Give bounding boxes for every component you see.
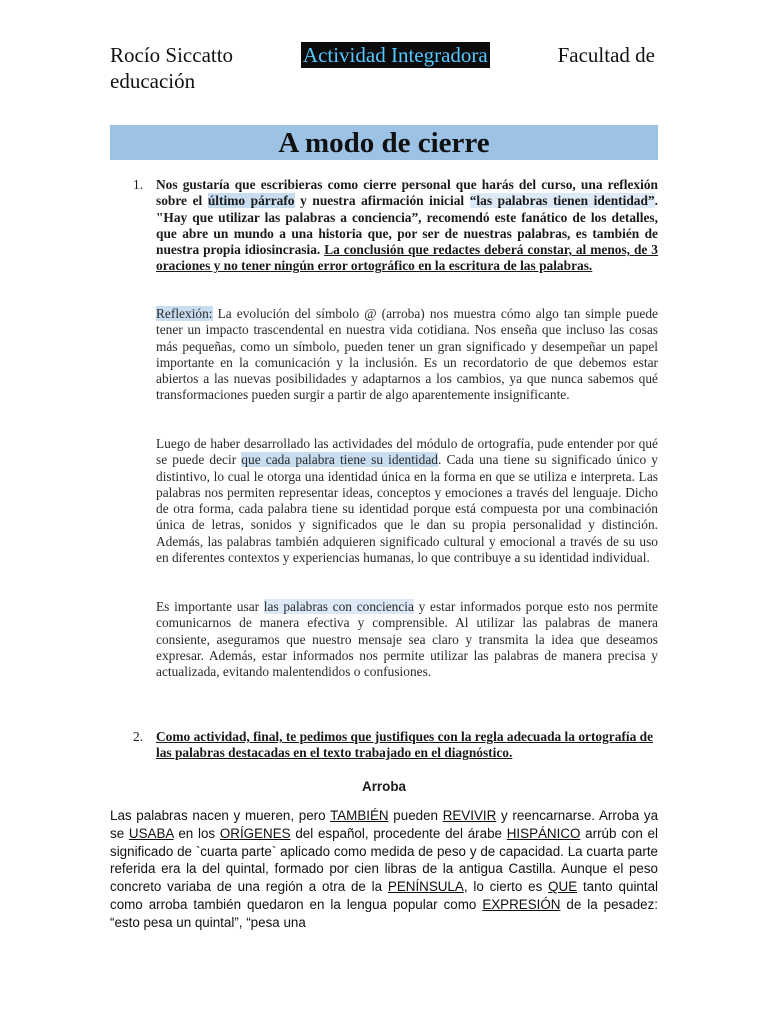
text-run: en los xyxy=(173,825,220,841)
text-run: y reencarnarse. Arroba ya se xyxy=(110,808,659,841)
text-run: del español, procedente del árabe xyxy=(290,825,507,841)
text-run: Luego de haber desarrollado las actividades del módulo de ortografía, pude entender por qué se puede decir xyxy=(156,436,658,468)
text-run: arrúb con el significado de `cuarta parte` aplicado como medida de peso y de capacidad. La cuarta parte referida era la del quintal, formado por cien libras de la antigua Castilla. Aunque el peso concreto variaba de una región a otra de la xyxy=(110,825,658,895)
highlight-run: las palabras con conciencia xyxy=(263,599,414,614)
text-run: de la pesadez: “esto pesa un quintal”, “pesa una xyxy=(110,896,659,930)
highlighted-word: HISPÁNICO xyxy=(506,825,581,841)
question-number: 2. xyxy=(133,729,144,744)
text-run: Como actividad, final, te pedimos que justifiques con la regla adecuada la ortografía de las palabras destacadas en el texto trabajado en el diagnóstico. xyxy=(156,729,654,761)
text-run: y estar informados porque esto nos permite comunicarnos de manera efectiva y comprensible. Al utilizar las palabras de manera consiente, aseguramos que nuestro mensaje sea claro y transmita la idea que deseamos expresar. Además, estar informados nos permite utilizar las palabras de manera precisa y actualizada, evitando malentendidos o confusiones. xyxy=(156,599,658,680)
highlighted-word: TAMBIÉN xyxy=(330,808,389,823)
text-run: pueden xyxy=(388,808,443,823)
reflection-paragraph xyxy=(156,306,658,404)
question-2-text xyxy=(156,729,658,762)
arroba-paragraph xyxy=(110,807,658,932)
highlighted-word: EXPRESIÓN xyxy=(482,896,561,912)
underlined-instruction: La conclusión que redactes deberá constar, al menos, de 3 oraciones y no tener ningún error ortográfico en la escritura de las palabras. xyxy=(156,242,658,274)
question-1 xyxy=(133,177,658,275)
text-run: . "Hay que utilizar las palabras a conciencia”, recomendó este fanático de los detalles, que abre un mundo a una historia que, por ser de nuestras palabras, es también de nuestra propia idiosincrasia. xyxy=(156,193,658,258)
text-run: La evolución del símbolo @ (arroba) nos muestra cómo algo tan simple puede tener un impacto trascendental en nuestra vida cotidiana. Nos enseña que incluso las cosas más pequeñas, como un símbolo, pueden tener un gran significado y desempeñar un papel importante en la comunicación y la inclusión. Es un recordatorio de que debemos estar abiertos a las nuevas posibilidades y adaptarnos a los cambios, ya que nunca sabemos qué transformaciones pueden surgir a partir de algo aparentemente insignificante. xyxy=(156,306,658,403)
text-run: . Cada una tiene su significado único y distintivo, lo cual le otorga una identidad única en la forma en que se utiliza e interpreta. Las palabras nos permiten representar ideas, conceptos y emociones a través del lenguaje. Dicho de otra forma, cada palabra tiene su identidad porque está compuesta por una combinación única de letras, sonidos y significados que le dan su propia personalidad y distinción. Además, las palabras también adquieren significado cultural y emocional a través de su uso en diferentes contextos y experiencias humanas, lo que contribuye a su identidad individual. xyxy=(156,452,658,566)
document-header xyxy=(110,42,655,94)
activity-title: Actividad Integradora xyxy=(302,43,488,67)
reflection-label: Reflexión: xyxy=(156,306,213,321)
question-number: 1. xyxy=(133,177,144,192)
highlighted-word: PENÍNSULA xyxy=(387,879,464,895)
question-1-text xyxy=(156,177,658,275)
highlighted-word: USABA xyxy=(128,825,174,841)
faculty-name: Facultad de xyxy=(557,43,655,67)
faculty-name-line2: educación xyxy=(110,69,196,93)
identity-paragraph xyxy=(156,436,658,566)
conscience-paragraph xyxy=(156,599,658,680)
text-run: Las palabras nacen y mueren, pero xyxy=(110,808,331,823)
arroba-subtitle: Arroba xyxy=(362,779,406,794)
highlight-run: “las palabras tienen identidad” xyxy=(469,193,655,209)
text-run: , lo cierto es xyxy=(463,879,549,895)
text-run: Es importante usar xyxy=(156,599,264,614)
highlighted-word: QUE xyxy=(548,879,578,895)
text-run: Nos gustaría que escribieras como cierre personal que harás del curso, una reflexión sobre el xyxy=(156,177,658,209)
highlighted-word: REVIVIR xyxy=(442,808,497,823)
highlight-run: que cada palabra tiene su identidad xyxy=(241,452,438,468)
section-title: A modo de cierre xyxy=(110,125,658,160)
text-run: y nuestra afirmación inicial xyxy=(294,193,470,209)
highlighted-word: ORÍGENES xyxy=(219,825,291,841)
question-2 xyxy=(133,729,658,762)
author-name: Rocío Siccatto xyxy=(110,43,234,67)
highlight-run: último párrafo xyxy=(207,193,295,209)
text-run: tanto quintal como arroba también quedaron en la lengua popular como xyxy=(110,879,659,912)
